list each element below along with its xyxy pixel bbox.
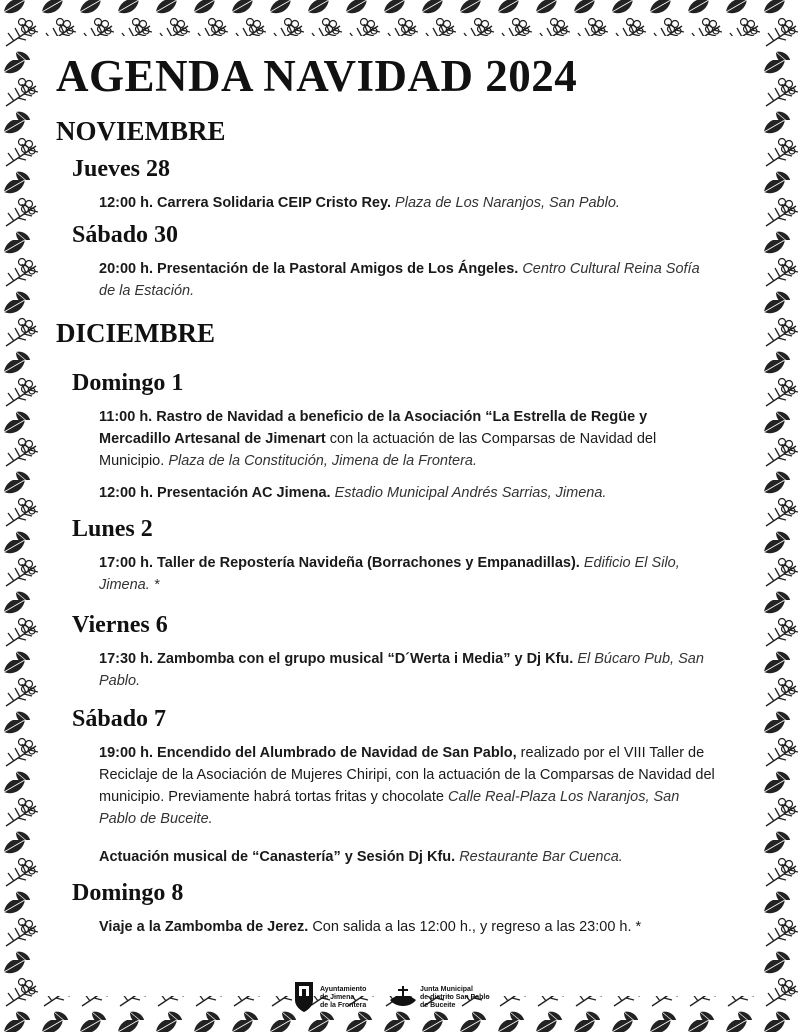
event-entry	[99, 846, 719, 868]
event-location: Plaza de Los Naranjos, San Pablo.	[395, 195, 620, 211]
event-location: Edificio El Silo, Jimena. *	[99, 555, 680, 593]
event-entry	[99, 482, 719, 504]
event-time-title: 12:00 h. Carrera Solidaria CEIP Cristo Rey.	[99, 195, 392, 211]
day-heading: Viernes 6	[72, 612, 168, 638]
day-heading: Domingo 8	[72, 880, 184, 906]
day-heading: Domingo 1	[72, 370, 184, 396]
event-time-title: 12:00 h. Presentación AC Jimena.	[99, 485, 331, 501]
event-entry	[99, 916, 719, 938]
event-time-title: 19:00 h. Encendido del Alumbrado de Navidad de San Pablo,	[99, 745, 517, 761]
event-description: con la actuación de las Comparsas de Navidad del Municipio.	[99, 431, 657, 469]
event-time-title: 17:30 h. Zambomba con el grupo musical “D´Werta i Media” y Dj Kfu.	[99, 651, 574, 667]
event-description: realizado por el VIII Taller de Reciclaje de la Asociación de Mujeres Chiripi, con la actuación de la Comparsas de Navidad del municipio. Previamente habrá tortas fritas y chocolate	[99, 745, 715, 805]
ayuntamiento-crest-icon	[292, 978, 316, 1014]
event-entry	[99, 192, 719, 214]
page-title: AGENDA NAVIDAD 2024	[56, 51, 578, 101]
month-heading-diciembre: DICIEMBRE	[56, 318, 216, 348]
event-location: Estadio Municipal Andrés Sarrias, Jimena.	[334, 485, 607, 501]
event-time-title: Viaje a la Zambomba de Jerez.	[99, 919, 309, 935]
event-description: Con salida a las 12:00 h., y regreso a las 23:00 h. *	[312, 919, 642, 935]
day-heading: Lunes 2	[72, 516, 153, 542]
event-entry	[99, 742, 719, 830]
junta-municipal-logo-text: Junta Municipal de distrito San Pablo de Buceite	[420, 986, 490, 1009]
event-entry	[99, 648, 719, 692]
ayuntamiento-logo-text: Ayuntamiento de Jimena de la Frontera	[320, 986, 367, 1009]
event-entry	[99, 406, 719, 472]
event-time-title: 17:00 h. Taller de Repostería Navideña (Borrachones y Empanadillas).	[99, 555, 580, 571]
event-time-title: Actuación musical de “Canastería” y Sesión Dj Kfu.	[99, 849, 456, 865]
junta-municipal-emblem-icon	[388, 984, 418, 1012]
event-location: El Búcaro Pub, San Pablo.	[99, 651, 704, 689]
event-location: Restaurante Bar Cuenca.	[459, 849, 623, 865]
event-location: Calle Real-Plaza Los Naranjos, San Pablo de Buceite.	[99, 789, 680, 827]
event-entry	[99, 552, 719, 596]
month-heading-noviembre: NOVIEMBRE	[56, 116, 226, 146]
event-time-title: 11:00 h. Rastro de Navidad a beneficio de la Asociación “La Estrella de Regüe y Mercadillo Artesanal de Jimenart	[99, 409, 648, 447]
event-location: Plaza de la Constitución, Jimena de la Frontera.	[168, 453, 478, 469]
event-location: Centro Cultural Reina Sofía de la Estación.	[99, 261, 700, 299]
day-heading: Sábado 30	[72, 222, 179, 248]
day-heading: Sábado 7	[72, 706, 167, 732]
day-heading: Jueves 28	[72, 156, 170, 182]
footer-logos	[292, 978, 532, 1018]
event-time-title: 20:00 h. Presentación de la Pastoral Amigos de Los Ángeles.	[99, 261, 519, 277]
event-entry	[99, 258, 719, 302]
